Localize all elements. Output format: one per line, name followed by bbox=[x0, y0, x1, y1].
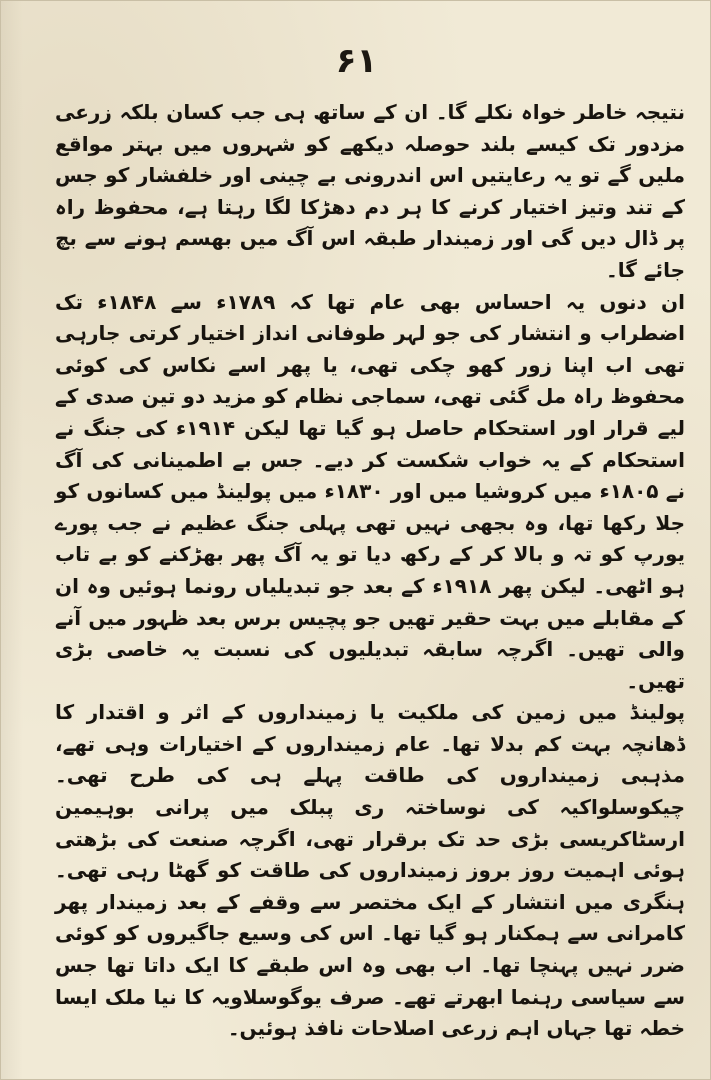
paragraph-3: پولینڈ میں زمین کی ملکیت یا زمینداروں کے اثر و اقتدار کا ڈھانچہ بہت کم بدلا تھا۔ عام زمینداروں کے اختیارات وہی تھے، مذہبی زمینداروں کی طاقت پہلے ہی کی طرح تھی۔ چیکوسلواکیہ کی نوساختہ ری پبلک میں پرانی بوہیمین ارسٹاکریسی بڑی حد تک برقرار تھی، اگرچہ صنعت کی بڑھتی ہوئی اہمیت روز بروز زمینداروں کی طاقت کو گھٹا رہی تھی۔ ہنگری میں انتشار کے ایک مختصر سے وقفے کے بعد زمیندار پھر کامرانی سے ہمکنار ہو گیا تھا۔ اس کی وسیع جاگیروں کو کوئی ضرر نہیں پہنچا تھا۔ اب بھی وہ اس طبقے کا ایک داتا تھا جس سے سیاسی رہنما ابھرتے تھے۔ صرف یوگوسلاویہ کا نیا ملک ایسا خطہ تھا جہاں اہم زرعی اصلاحات نافذ ہوئیں۔ bbox=[55, 700, 685, 1041]
paragraph-2: ان دنوں یہ احساس بھی عام تھا کہ ۱۷۸۹ء سے ۱۸۴۸ء تک اضطراب و انتشار کی جو لہر طوفانی انداز اختیار کرتی جارہی تھی اب اپنا زور کھو چکی تھی، یا پھر اسے نکاس کی کوئی محفوظ راہ مل گئی تھی، سماجی نظام کو مزید دو تین صدی کے لیے قرار اور استحکام حاصل ہو گیا تھا لیکن ۱۹۱۴ء کی جنگ نے استحکام کے یہ خواب شکست کر دیے۔ جس بے اطمینانی کی آگ نے ۱۸۰۵ء میں کروشیا میں اور ۱۸۳۰ء میں پولینڈ میں کسانوں کو جلا رکھا تھا، وہ بجھی نہیں تھی پہلی جنگ عظیم نے جب پورے یورپ کو تہ و بالا کر کے رکھ دیا تو یہ آگ پھر بھڑکنے کو بے تاب ہو اٹھی۔ لیکن پھر ۱۹۱۸ء کے بعد جو تبدیلیاں رونما ہوئیں وہ ان کے مقابلے میں بہت حقیر تھیں جو پچیس برس بعد ظہور میں آنے والی تھیں۔ اگرچہ سابقہ تبدیلیوں کی نسبت یہ خاصی بڑی تھیں۔ bbox=[55, 289, 685, 693]
body-text bbox=[55, 97, 685, 1045]
paragraph-1: نتیجہ خاطر خواہ نکلے گا۔ ان کے ساتھ ہی جب کسان بلکہ زرعی مزدور تک کیسے بلند حوصلہ دیکھے کو شہروں میں بہتر مواقع ملیں گے تو یہ رعایتیں اس اندرونی بے چینی اور خلفشار کو جس کے تند وتیز اختیار کرنے کا ہر دم دھڑکا لگا رہتا ہے، محفوظ راہ پر ڈال دیں گی اور زمیندار طبقہ اس آگ میں بھسم ہونے سے بچ جائے گا۔ bbox=[55, 100, 685, 282]
page-number: ۶۱ bbox=[335, 41, 378, 81]
